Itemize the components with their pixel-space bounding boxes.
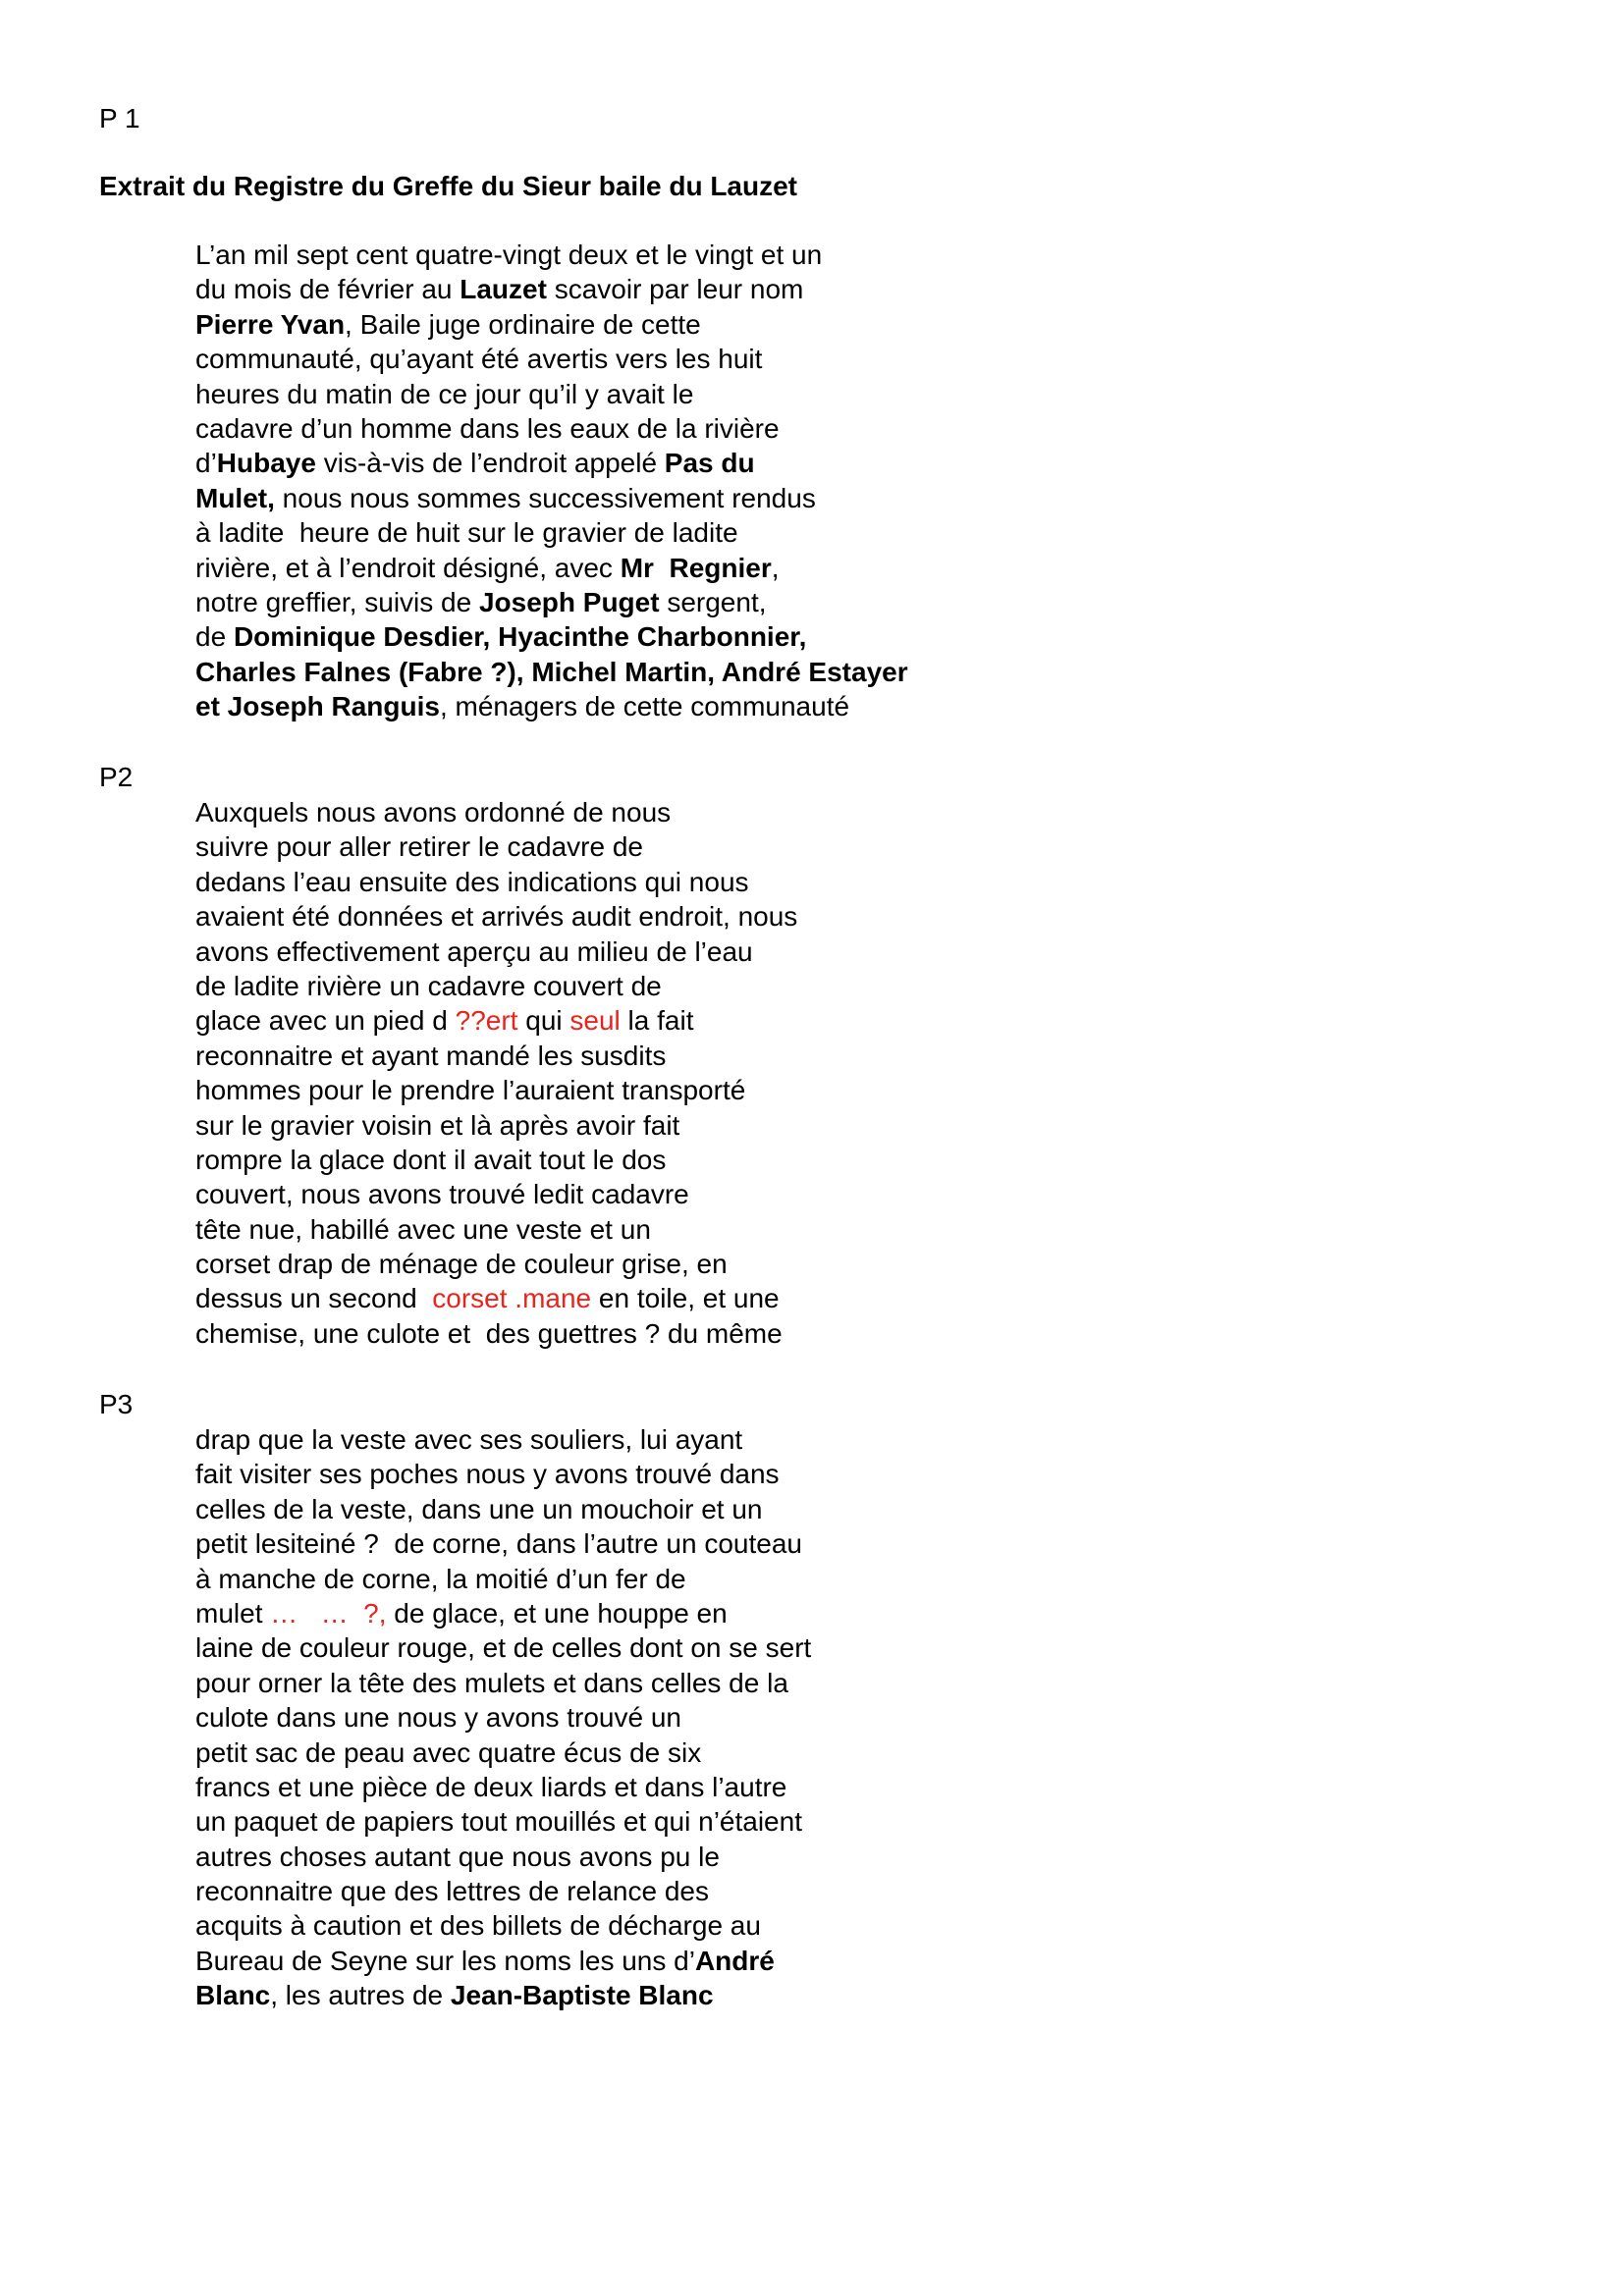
text-line <box>195 1978 811 2012</box>
text-line <box>195 1039 797 1073</box>
text-line <box>195 1944 811 1978</box>
text-line <box>195 1281 797 1315</box>
text-line <box>195 795 797 829</box>
text-run: corset drap de ménage de couleur grise, en <box>195 1249 728 1280</box>
text-run: en toile, et une <box>591 1283 780 1314</box>
text-run: notre greffier, suivis de <box>195 586 479 617</box>
text-run: petit lesiteiné ? de corne, dans l’autre un couteau <box>195 1528 802 1560</box>
text-line <box>195 377 908 411</box>
text-line <box>195 1908 811 1943</box>
text-line <box>195 969 797 1003</box>
text-line <box>195 689 908 723</box>
text-line <box>195 899 797 934</box>
paragraph-p2 <box>195 795 797 1351</box>
text-line <box>195 446 908 480</box>
paragraph-p1 <box>195 238 908 723</box>
text-run: de ladite rivière un cadavre couvert de <box>195 970 662 1001</box>
text-line <box>195 272 908 306</box>
text-run: pour orner la tête des mulets et dans celles de la <box>195 1667 788 1698</box>
text-run: la fait <box>620 1005 694 1037</box>
text-run: Bureau de Seyne sur les noms les uns d’ <box>195 1945 695 1976</box>
text-run: francs et une pièce de deux liards et dans l’autre <box>195 1771 787 1802</box>
proper-name: Pierre Yvan <box>195 308 346 340</box>
text-run: scavoir par leur nom <box>546 274 804 305</box>
text-line <box>195 1630 811 1665</box>
proper-name: Mr Regnier <box>620 552 772 583</box>
text-line <box>195 619 908 654</box>
proper-name: Jean-Baptiste Blanc <box>450 1980 714 2011</box>
uncertain-reading: ??ert <box>455 1005 518 1037</box>
text-run: , <box>771 552 780 583</box>
text-run: avaient été données et arrivés audit endroit, nous <box>195 901 798 933</box>
text-run: avons effectivement aperçu au milieu de l’eau <box>195 935 753 967</box>
text-line <box>195 1804 811 1839</box>
text-run: laine de couleur rouge, et de celles dont on se sert <box>195 1632 812 1664</box>
proper-name: Hubaye <box>216 448 316 479</box>
proper-name: Mulet, <box>195 482 275 513</box>
text-run: suivre pour aller retirer le cadavre de <box>195 831 643 863</box>
text-run: du mois de février au <box>195 274 460 305</box>
text-line <box>195 1840 811 1874</box>
text-run: petit sac de peau avec quatre écus de six <box>195 1736 702 1768</box>
text-line <box>195 307 908 342</box>
text-line <box>195 551 908 585</box>
page-marker-p2: P2 <box>99 762 134 792</box>
text-run: hommes pour le prendre l’auraient transporté <box>195 1075 746 1106</box>
text-line <box>195 1770 811 1804</box>
proper-name: Blanc <box>195 1980 271 2011</box>
text-line <box>195 1666 811 1700</box>
text-run: , les autres de <box>270 1980 451 2011</box>
text-line <box>195 515 908 550</box>
text-run: glace avec un pied d <box>195 1005 456 1037</box>
document-title: Extrait du Registre du Greffe du Sieur baile du Lauzet <box>99 171 798 201</box>
proper-name: Lauzet <box>460 274 547 305</box>
text-line <box>195 1596 811 1630</box>
uncertain-reading: corset .mane <box>432 1283 592 1314</box>
text-run: Auxquels nous avons ordonné de nous <box>195 797 672 828</box>
text-run: couvert, nous avons trouvé ledit cadavre <box>195 1179 689 1210</box>
text-run: un paquet de papiers tout mouillés et qui n’étaient <box>195 1806 802 1838</box>
text-run: fait visiter ses poches nous y avons trouvé dans <box>195 1459 780 1490</box>
text-line <box>195 342 908 376</box>
text-line <box>195 1247 797 1281</box>
text-run: nous nous sommes successivement rendus <box>274 482 816 513</box>
text-run: culote dans une nous y avons trouvé un <box>195 1702 682 1734</box>
text-line <box>195 1143 797 1177</box>
text-run: celles de la veste, dans une un mouchoir et un <box>195 1493 763 1524</box>
text-run: autres choses autant que nous avons pu le <box>195 1841 720 1872</box>
text-run: dessus un second <box>195 1283 433 1314</box>
text-line <box>195 1422 811 1457</box>
text-run: chemise, une culote et des guettres ? du même <box>195 1317 783 1349</box>
text-line <box>195 1003 797 1038</box>
text-run: qui <box>517 1005 570 1037</box>
text-line <box>195 829 797 864</box>
text-run: rompre la glace dont il avait tout le dos <box>195 1144 667 1175</box>
uncertain-reading: … … ?, <box>270 1597 387 1629</box>
proper-name: Charles Falnes (Fabre ?), Michel Martin, André Estayer <box>195 656 908 687</box>
text-line <box>195 865 797 899</box>
text-run: reconnaitre et ayant mandé les susdits <box>195 1040 667 1071</box>
text-line <box>195 1874 811 1908</box>
text-line <box>195 238 908 272</box>
text-line <box>195 1700 811 1735</box>
text-line <box>195 1735 811 1770</box>
text-line <box>195 1177 797 1211</box>
text-line <box>195 481 908 515</box>
text-run: heures du matin de ce jour qu’il y avait le <box>195 378 694 409</box>
text-line <box>195 585 908 619</box>
page-marker-p1: P 1 <box>99 103 140 133</box>
text-line <box>195 1492 811 1526</box>
text-line <box>195 1526 811 1561</box>
text-run: à manche de corne, la moitié d’un fer de <box>195 1563 686 1594</box>
text-line <box>195 1108 797 1143</box>
text-line <box>195 1457 811 1491</box>
text-line <box>195 1316 797 1351</box>
proper-name: Dominique Desdier, Hyacinthe Charbonnier, <box>233 621 807 653</box>
text-run: d’ <box>195 448 217 479</box>
text-run: rivière, et à l’endroit désigné, avec <box>195 552 621 583</box>
page-marker-p3: P3 <box>99 1389 134 1419</box>
text-run: sergent, <box>659 586 767 617</box>
text-line <box>195 934 797 969</box>
paragraph-p3 <box>195 1422 811 2013</box>
text-run: de <box>195 621 234 653</box>
text-run: cadavre d’un homme dans les eaux de la rivière <box>195 412 780 444</box>
text-run: tête nue, habillé avec une veste et un <box>195 1213 651 1245</box>
proper-name: Pas du <box>664 448 755 479</box>
text-run: à ladite heure de huit sur le gravier de ladite <box>195 517 738 549</box>
text-line <box>195 411 908 446</box>
text-run: sur le gravier voisin et là après avoir fait <box>195 1109 680 1141</box>
text-run: de glace, et une houppe en <box>386 1597 728 1629</box>
text-line <box>195 1212 797 1247</box>
text-run: , Baile juge ordinaire de cette <box>345 308 701 340</box>
text-run: communauté, qu’ayant été avertis vers les huit <box>195 344 763 375</box>
proper-name: Joseph Puget <box>478 586 660 617</box>
text-run: reconnaitre que des lettres de relance des <box>195 1876 709 1907</box>
text-line <box>195 1562 811 1596</box>
text-line <box>195 655 908 689</box>
proper-name: André <box>694 1945 775 1976</box>
text-line <box>195 1073 797 1107</box>
text-run: , ménagers de cette communauté <box>439 691 850 722</box>
text-run: mulet <box>195 1597 271 1629</box>
uncertain-reading: seul <box>569 1005 621 1037</box>
text-run: acquits à caution et des billets de décharge au <box>195 1910 761 1942</box>
text-run: L’an mil sept cent quatre-vingt deux et le vingt et un <box>195 240 823 270</box>
text-run: drap que la veste avec ses souliers, lui ayant <box>195 1424 743 1455</box>
text-run: vis-à-vis de l’endroit appelé <box>315 448 665 479</box>
proper-name: et Joseph Ranguis <box>195 691 440 722</box>
text-run: dedans l’eau ensuite des indications qui nous <box>195 866 749 897</box>
